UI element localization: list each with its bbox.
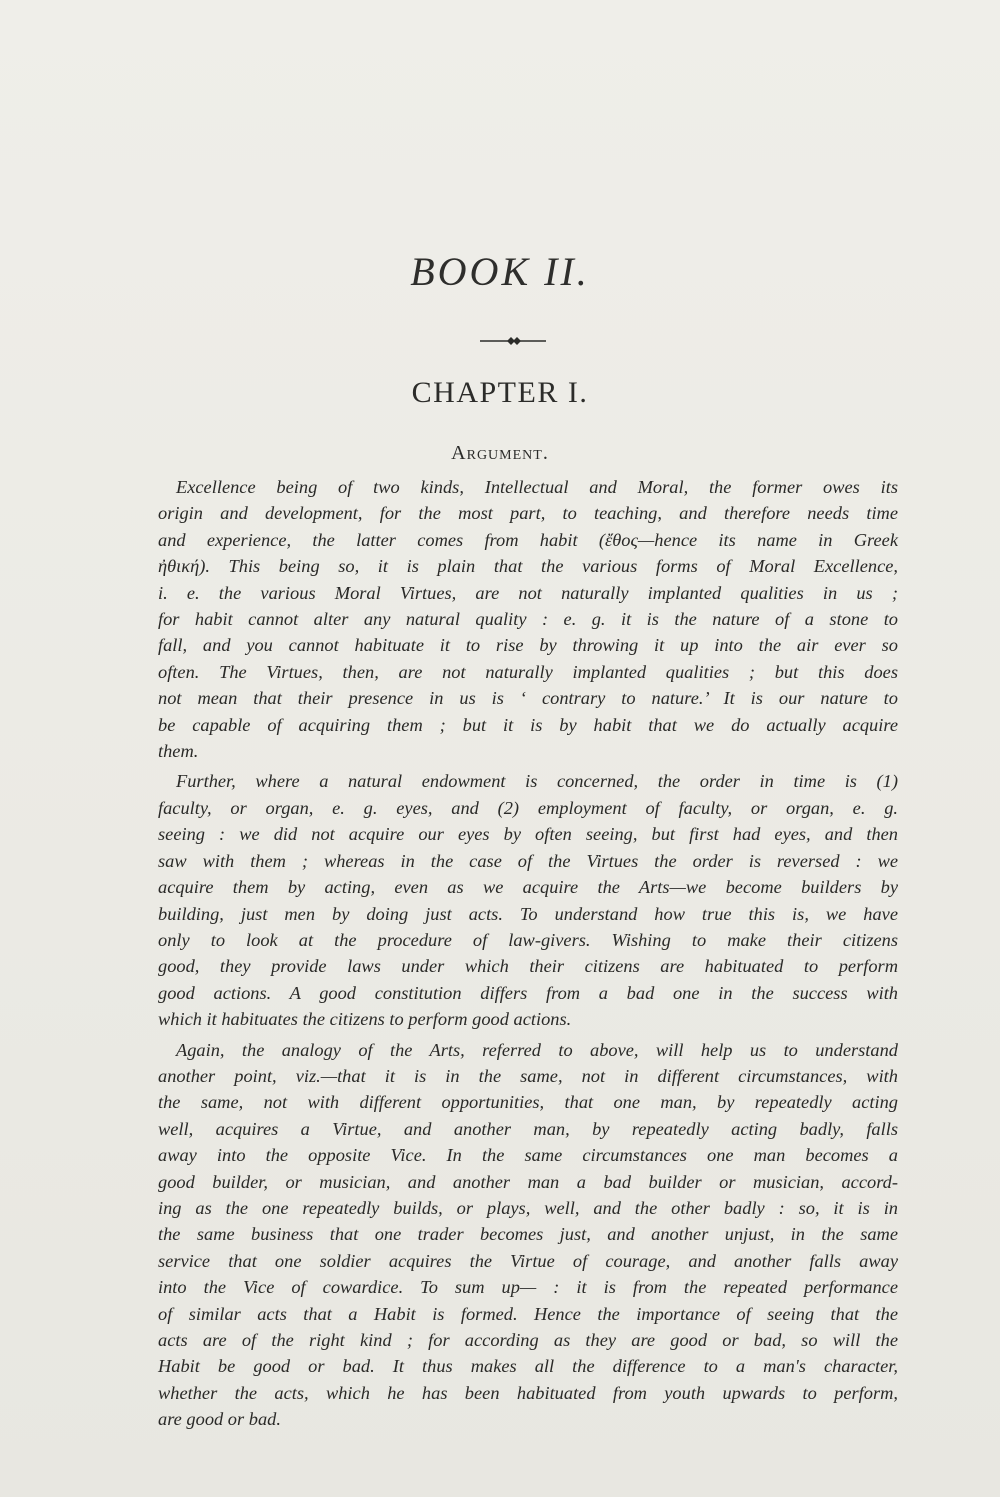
text-line: ing as the one repeatedly builds, or plays, well, and the other badly : so, it is in bbox=[158, 1197, 898, 1218]
text-line: good, they provide laws under which their citizens are habituated to perform bbox=[158, 956, 898, 977]
text-line: Excellence being of two kinds, Intellectual and Moral, the former owes its bbox=[176, 477, 898, 497]
text-line: away into the opposite Vice. In the same circumstances one man becomes a bbox=[158, 1145, 898, 1166]
paragraph bbox=[158, 768, 898, 1032]
text-line: i. e. the various Moral Virtues, are not naturally implanted qualities in us ; bbox=[158, 582, 898, 603]
chapter-title: CHAPTER I. bbox=[411, 376, 589, 409]
text-line: service that one soldier acquires the Virtue of courage, and another falls away bbox=[158, 1250, 898, 1271]
text-line: for habit cannot alter any natural quality : e. g. it is the nature of a stone to bbox=[158, 609, 898, 630]
text-line: ἠθική). This being so, it is plain that the various forms of Moral Excellence, bbox=[158, 556, 898, 577]
text-line: Again, the analogy of the Arts, referred to above, will help us to understand bbox=[176, 1039, 898, 1060]
text-line: only to look at the procedure of law-givers. Wishing to make their citizens bbox=[158, 929, 898, 950]
text-line: building, just men by doing just acts. To understand how true this is, we have bbox=[158, 903, 898, 924]
text-line: another point, viz.—that it is in the same, not in different circumstances, with bbox=[158, 1065, 898, 1086]
text-line: seeing : we did not acquire our eyes by often seeing, but first had eyes, and then bbox=[158, 824, 898, 845]
book-title: BOOK II. bbox=[410, 249, 590, 294]
text-line: whether the acts, which he has been habituated from youth upwards to perform, bbox=[158, 1382, 898, 1403]
text-line: which it habituates the citizens to perform good actions. bbox=[158, 1009, 572, 1030]
text-line: faculty, or organ, e. g. eyes, and (2) employment of faculty, or organ, e. g. bbox=[158, 797, 898, 818]
text-line: them. bbox=[158, 741, 199, 762]
paragraph bbox=[158, 1037, 898, 1433]
text-line: not mean that their presence in us is ‘ contrary to nature.’ It is our nature to bbox=[158, 688, 898, 709]
text-line: and experience, the latter comes from habit (ἔθος—hence its name in Greek bbox=[158, 529, 898, 550]
text-line: origin and development, for the most part, to teaching, and therefore needs time bbox=[158, 503, 898, 524]
argument-text bbox=[158, 474, 898, 1433]
text-line: good actions. A good constitution differs from a bad one in the success with bbox=[158, 982, 898, 1003]
paragraph bbox=[158, 474, 898, 764]
text-line: are good or bad. bbox=[158, 1409, 281, 1430]
text-line: often. The Virtues, then, are not naturally implanted qualities ; but this does bbox=[158, 661, 898, 682]
text-line: Further, where a natural endowment is concerned, the order in time is (1) bbox=[176, 771, 898, 792]
text-line: saw with them ; whereas in the case of the Virtues the order is reversed : we bbox=[158, 850, 898, 871]
text-line: of similar acts that a Habit is formed. Hence the importance of seeing that the bbox=[158, 1303, 898, 1324]
text-line: acts are of the right kind ; for according as they are good or bad, so will the bbox=[158, 1330, 898, 1350]
text-line: be capable of acquiring them ; but it is by habit that we do actually acquire bbox=[158, 714, 898, 735]
text-line: acquire them by acting, even as we acquire the Arts—we become builders by bbox=[158, 877, 898, 898]
text-line: into the Vice of cowardice. To sum up— : it is from the repeated performance bbox=[158, 1277, 898, 1298]
text-line: Habit be good or bad. It thus makes all the difference to a man's character, bbox=[158, 1356, 898, 1377]
ornament-divider-icon bbox=[480, 334, 546, 348]
argument-heading: Argument. bbox=[451, 442, 549, 464]
text-line: fall, and you cannot habituate it to rise by throwing it up into the air ever so bbox=[158, 635, 898, 656]
text-line: the same business that one trader becomes just, and another unjust, in the same bbox=[158, 1224, 898, 1245]
text-line: good builder, or musician, and another man a bad builder or musician, accord- bbox=[158, 1171, 898, 1192]
text-line: the same, not with different opportunities, that one man, by repeatedly acting bbox=[158, 1092, 898, 1113]
text-line: well, acquires a Virtue, and another man, by repeatedly acting badly, falls bbox=[158, 1118, 898, 1139]
